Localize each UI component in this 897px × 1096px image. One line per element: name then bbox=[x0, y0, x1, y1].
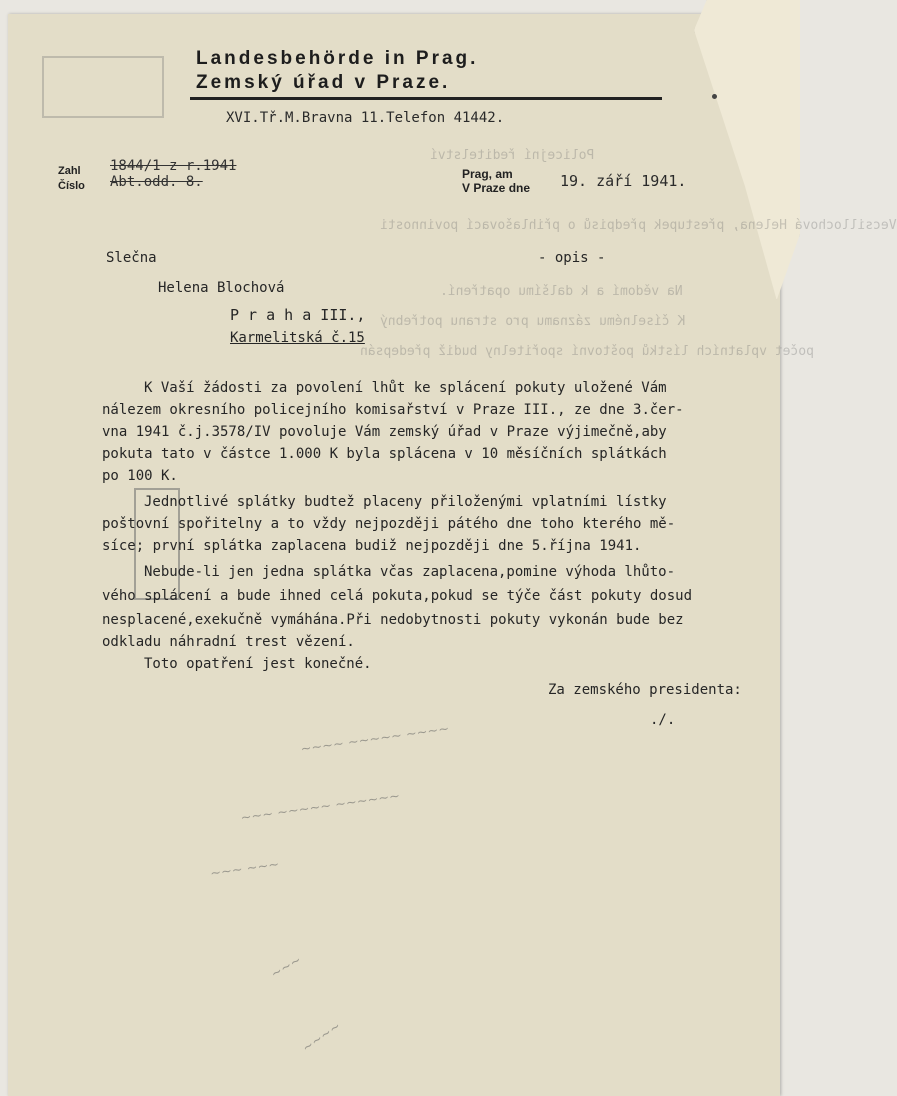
label-zahl: Zahl bbox=[58, 165, 81, 177]
recipient-name: Helena Blochová bbox=[158, 280, 285, 296]
pencil-note: ~~~~ bbox=[299, 1018, 344, 1057]
staple-hole bbox=[712, 94, 717, 99]
bleedthrough-text: K číselnému záznamu pro stranu potřebný bbox=[380, 314, 686, 329]
body-line: Toto opatření jest konečné. bbox=[144, 656, 372, 672]
body-line: nesplacené,exekučně vymáhána.Při nedobytnosti pokuty vykonán bude bez bbox=[102, 612, 684, 628]
letterhead-rule bbox=[190, 97, 662, 100]
body-line: síce; první splátka zaplacena budiž nejpozději dne 5.října 1941. bbox=[102, 538, 642, 554]
date-label-german: Prag, am bbox=[462, 167, 513, 181]
reference-department: Abt.odd. 8. bbox=[110, 174, 203, 190]
letterhead-address: XVI.Tř.M.Bravna 11.Telefon 41442. bbox=[226, 110, 505, 126]
body-line: pokuta tato v částce 1.000 K byla splácena v 10 měsíčních splátkách bbox=[102, 446, 667, 462]
letterhead-czech: Zemský úřad v Praze. bbox=[196, 72, 451, 93]
copy-note: - opis - bbox=[538, 250, 606, 266]
body-line: odkladu náhradní trest vězení. bbox=[102, 634, 355, 650]
letterhead-german: Landesbehörde in Prag. bbox=[196, 48, 479, 69]
body-line: po 100 K. bbox=[102, 468, 178, 484]
pencil-note: ~~~~ ~~~~~ ~~~~ bbox=[299, 721, 451, 758]
recipient-street: Karmelitská č.15 bbox=[230, 330, 365, 346]
body-line: poštovní spořitelny a to vždy nejpozději pátého dne toho kterého mě- bbox=[102, 516, 676, 532]
reference-number: 1844/1 z r.1941 bbox=[110, 158, 237, 174]
faded-stamp bbox=[42, 56, 164, 118]
body-line: Nebude-li jen jedna splátka včas zaplacena,pomine výhoda lhůto- bbox=[144, 564, 676, 580]
bleedthrough-text: Policejní ředitelství bbox=[430, 148, 595, 163]
body-line: Jednotlivé splátky budtež placeny přiloženými vplatními lístky bbox=[144, 494, 667, 510]
pencil-note: ~~~ ~~~~~ ~~~~~~ bbox=[239, 788, 402, 827]
letterhead bbox=[196, 47, 478, 95]
date-value: 19. září 1941. bbox=[560, 172, 687, 190]
date-label-czech: V Praze dne bbox=[462, 181, 531, 195]
bleedthrough-text: počet vplatních lístků poštovní spořitelny budiž předepsán bbox=[360, 344, 814, 359]
body-line: nálezem okresního policejního komisařství v Praze III., ze dne 3.čer- bbox=[102, 402, 684, 418]
pencil-note: ~~~ ~~~ bbox=[209, 857, 281, 882]
bleedthrough-text: Na vědomí a k dalšímu opatření. bbox=[440, 284, 683, 299]
recipient-salutation: Slečna bbox=[106, 250, 157, 266]
recipient-city: P r a h a III., bbox=[230, 306, 366, 324]
signature-line: Za zemského presidenta: bbox=[548, 682, 742, 698]
label-cislo: Číslo bbox=[58, 180, 85, 192]
body-line: K Vaší žádosti za povolení lhůt ke splácení pokuty uložené Vám bbox=[144, 380, 667, 396]
signature-mark: ./. bbox=[650, 712, 676, 728]
bleedthrough-text: Vecsillochová Helena, přestupek předpisů o přihlašovací povinnosti bbox=[380, 218, 897, 233]
pencil-note: ~~~ bbox=[268, 952, 305, 983]
body-line: vého splácení a bude ihned celá pokuta,pokud se týče část pokuty dosud bbox=[102, 588, 693, 604]
body-line: vna 1941 č.j.3578/IV povoluje Vám zemský úřad v Praze výjimečně,aby bbox=[102, 424, 667, 440]
